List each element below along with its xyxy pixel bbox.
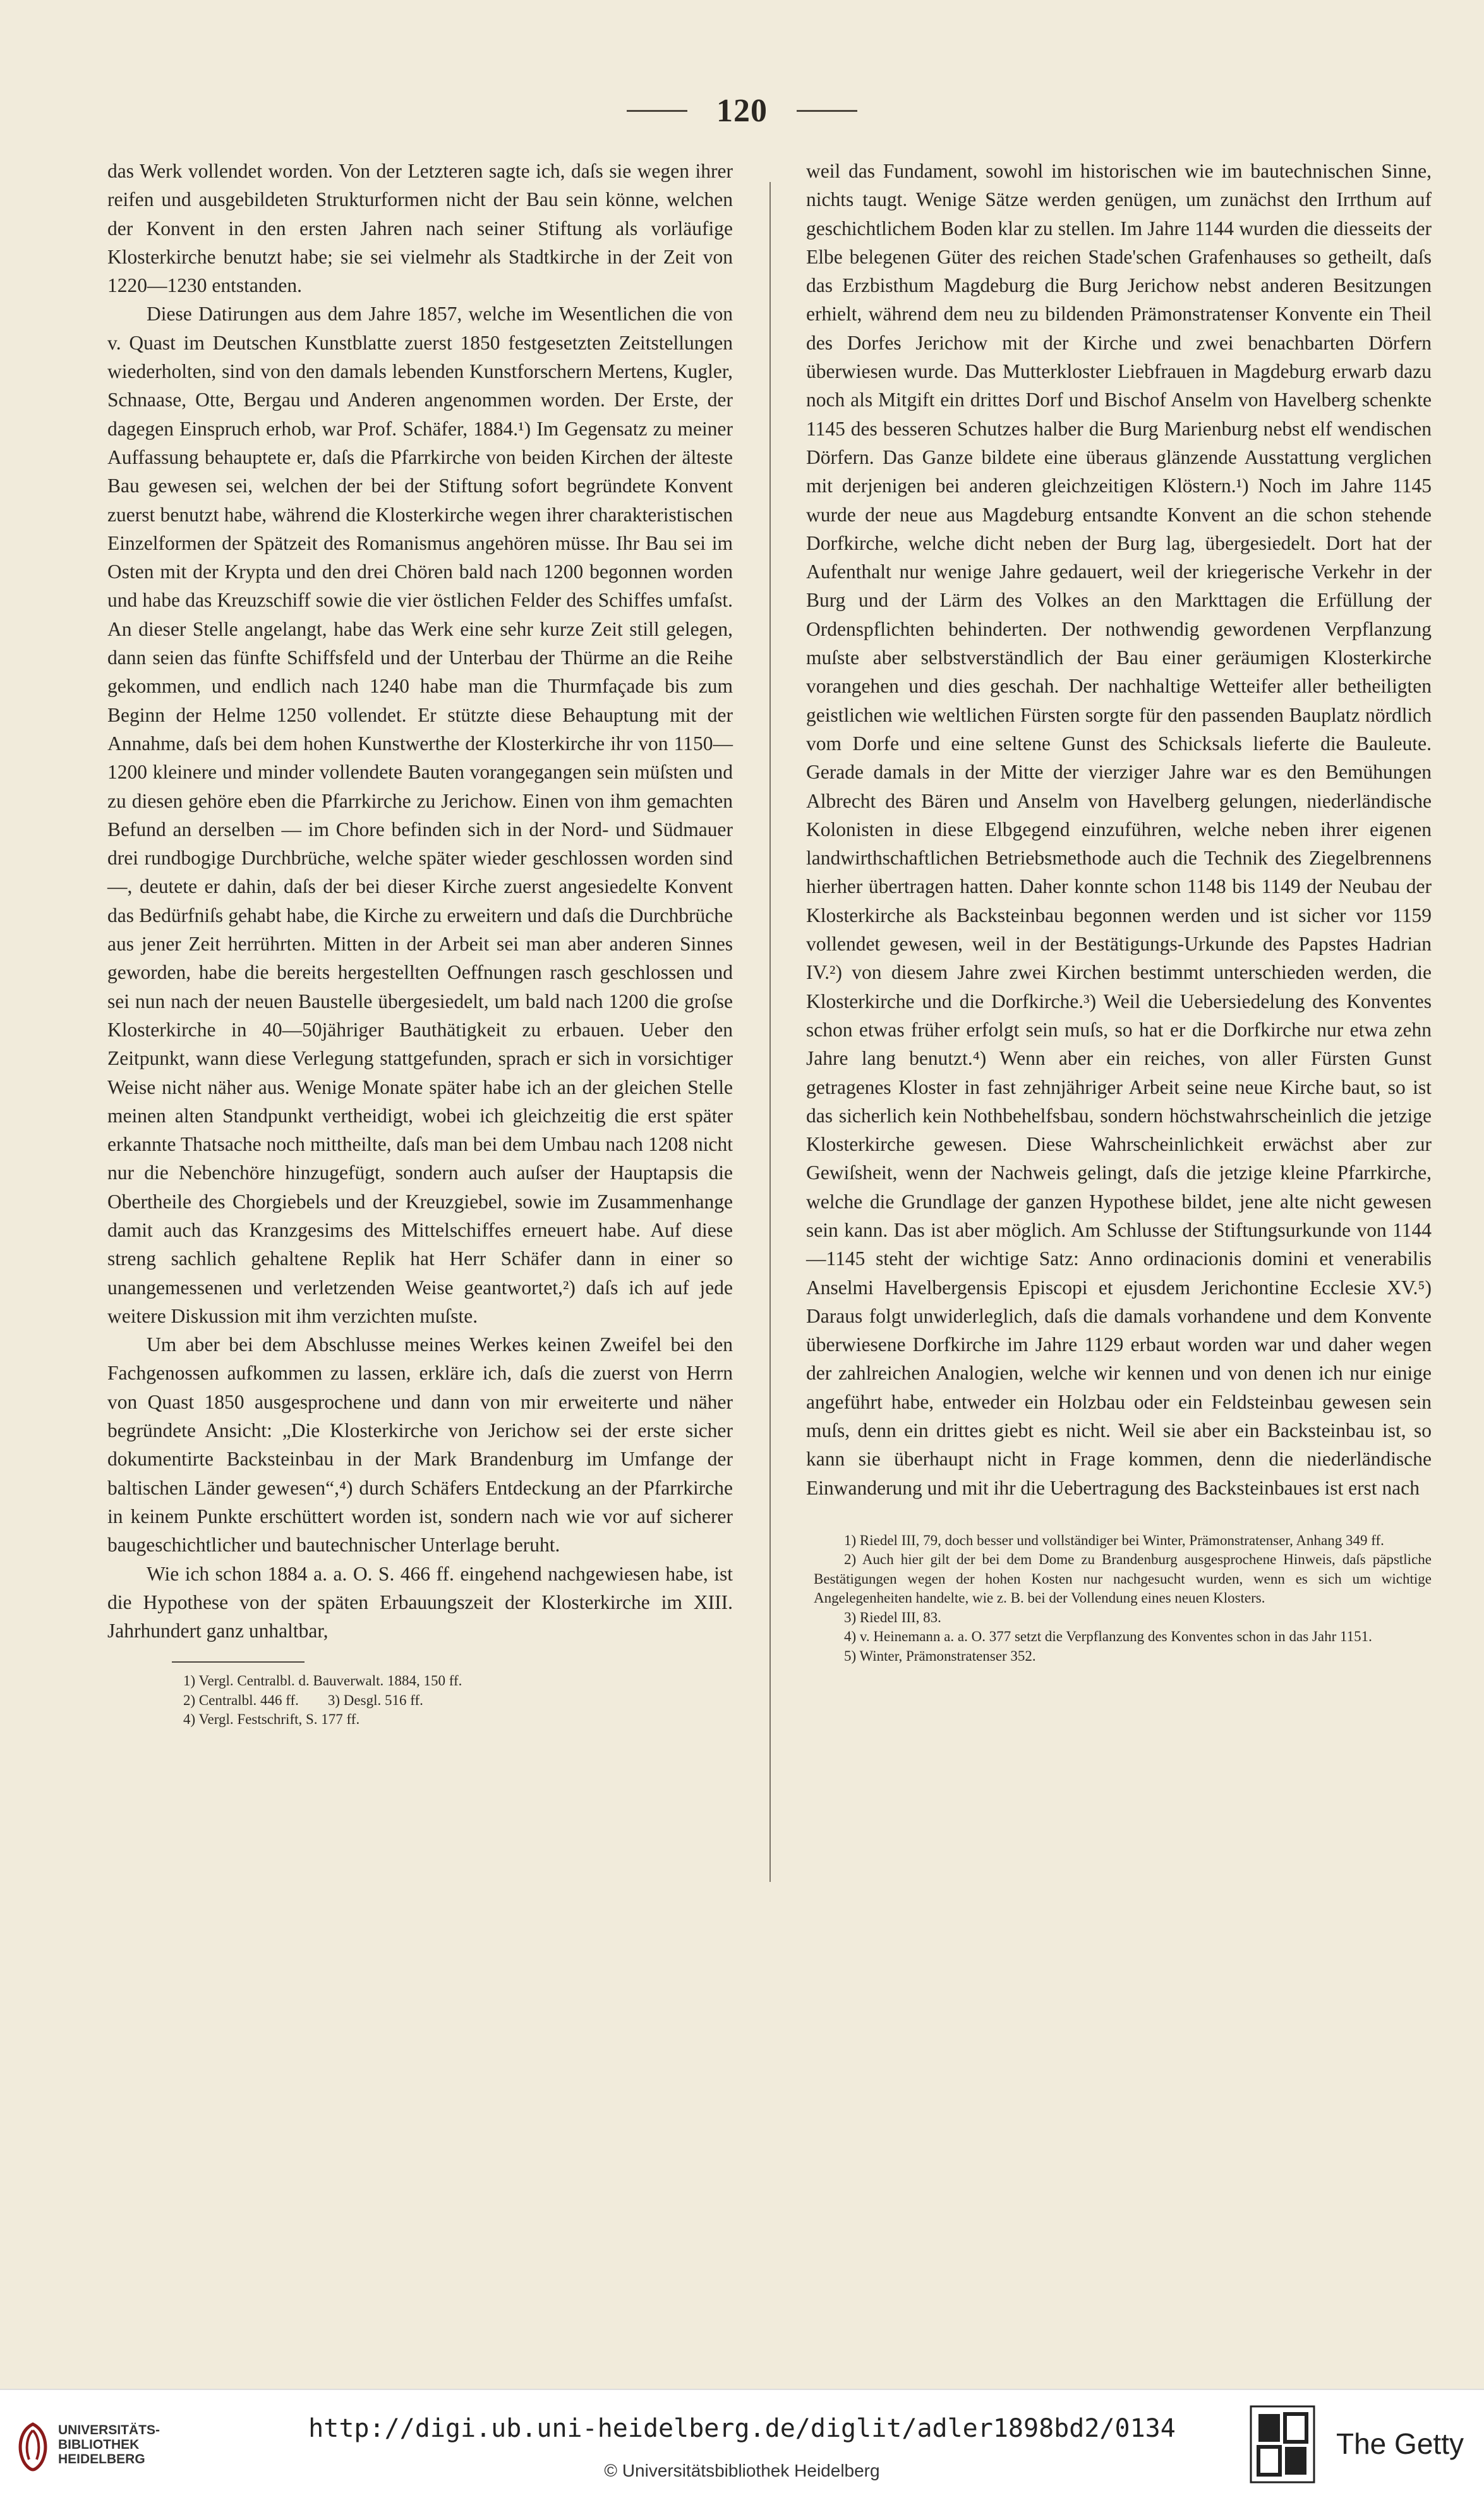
page-number: 120: [716, 92, 768, 129]
getty-logo-icon: [1250, 2405, 1315, 2484]
left-footnote-1: 1) Vergl. Centralbl. d. Bauverwalt. 1884, 150 ff.: [183, 1673, 462, 1689]
header-rule-left: [627, 110, 687, 112]
left-paragraph-1: das Werk vollendet worden. Von der Letzteren sagte ich, daſs sie wegen ihrer reifen und ausgebildeten Strukturformen nicht der Bau sein könne, welchen der Konvent in den ersten Jahren nach seiner Stiftung als vorläufige Klosterkirche benutzt habe; sie sei vielmehr als Stadtkirche in der Zeit von 1220—1230 entstanden.: [107, 160, 733, 297]
left-footnote-3: 4) Vergl. Festschrift, S. 177 ff.: [183, 1711, 360, 1728]
library-name-line-3: HEIDELBERG: [58, 2452, 145, 2466]
right-footnote-1: 1) Riedel III, 79, doch besser und vollständiger bei Winter, Prämonstratenser, Anhang 349 ff.: [844, 1532, 1384, 1548]
footnote-rule-left: [172, 1661, 305, 1663]
column-divider: [769, 182, 771, 1882]
viewer-footer: [0, 2389, 1484, 2493]
left-footnotes: [107, 1671, 733, 1730]
right-footnote-3: 3) Riedel III, 83.: [844, 1609, 941, 1625]
right-footnote-5: 5) Winter, Prämonstratenser 352.: [844, 1647, 1036, 1664]
right-footnotes: [806, 1531, 1432, 1666]
header-rule-right: [797, 110, 857, 112]
getty-label: The Getty: [1336, 2427, 1464, 2460]
library-name-line-1: UNIVERSITÄTS-: [58, 2423, 160, 2437]
page-header: [0, 92, 1484, 130]
right-paragraph-1: weil das Fundament, sowohl im historischen wie im bautechnischen Sinne, nichts taugt. Wenige Sätze werden genügen, um zunächst den Irrthum auf geschichtlichem Boden klar zu stellen. Im Jahre 1144 wurden die diesseits der Elbe belegenen Güter des reichen Stade'schen Grafenhauses so getheilt, daſs das Erzbisthum Magdeburg die Burg Jerichow nebst anderen Besitzungen erhielt, während dem neu zu bildenden Prämonstratenser Konvente ein Theil des Dorfes Jerichow mit der Kirche und zwei benachbarten Dörfern überwiesen wurde. Das Mutterkloster Liebfrauen in Magdeburg erwarb dazu noch als Mitgift ein drittes Dorf und Bischof Anselm von Havelberg schenkte 1145 des besseren Schutzes halber die Burg Marienburg nebst elf wendischen Dörfern. Das Ganze bildete eine überaus glänzende Ausstattung verglichen mit derjenigen bei anderen gleichzeitigen Klöstern.¹) Noch im Jahre 1145 wurde der neue aus Magdeburg entsandte Konvent an die schon stehende Dorfkirche, welche dicht neben der Burg lag, übergesiedelt. Dort hat der Aufenthalt nur wenige Jahre gedauert, weil der kriegerische Verkehr in der Burg und der Lärm des Volkes an den Markttagen die Erfüllung der Ordenspflichten behinderten. Der nothwendig gewordenen Verpflanzung muſste aber selbstverständlich der Bau einer geräumigen Klosterkirche vorangehen und dies geschah. Der nachhaltige Wetteifer aller betheiligten geistlichen wie weltlichen Fürsten sorgte für den passenden Bauplatz nördlich vom Dorfe und eine seltene Gunst des Schicksals lieferte die Bauleute. Gerade damals in der Mitte der vierziger Jahre war es den Bemühungen Albrecht des Bären und Anselm von Havelberg gelungen, niederländische Kolonisten in diese Elbgegend einzuführen, welche neben ihrer eigenen landwirthschaftlichen Betriebsmethode auch die Technik des Ziegelbrennens hierher übertragen hatten. Daher konnte schon 1148 bis 1149 der Neubau der Klosterkirche als Backsteinbau begonnen werden und ist sicher vor 1159 vollendet gewesen, weil in der Bestätigungs-Urkunde des Papstes Hadrian IV.²) von diesem Jahre zwei Kirchen bestimmt unterschieden werden, die Klosterkirche und die Dorfkirche.³) Weil die Uebersiedelung des Konventes schon etwas früher erfolgt sein muſs, so hat er die Dorfkirche nur etwa zehn Jahre lang benutzt.⁴) Wenn aber ein reiches, von aller Fürsten Gunst getragenes Kloster in fast zehnjähriger Arbeit seine neue Kirche baut, so ist das sicherlich kein Nothbehelfsbau, sondern höchstwahrscheinlich die jetzige Klosterkirche gewesen. Diese Wahrscheinlichkeit erwächst aber zur Gewiſsheit, wenn der Nachweis gelingt, daſs die jetzige kleine Pfarrkirche, welche die Grundlage der ganzen Hypothese bildet, jene alte nicht gewesen sein kann. Das ist aber möglich. Am Schlusse der Stiftungsurkunde von 1144—1145 steht der wichtige Satz: Anno ordinacionis domini et venerabilis Anselmi Havelbergensis Episcopi et ejusdem Jerichontine Ecclesie XV.⁵) Daraus folgt unwiderleglich, daſs die damals vorhandene und dem Konvente überwiesene Dorfkirche im Jahre 1129 erbaut worden war und daher wegen der zahlreichen Analogien, welche wir kennen und von denen ich nur einige angeführt habe, entweder ein Holzbau oder ein Feldsteinbau gewesen sein muſs, denn ein drittes giebt es nicht. Weil sie aber ein Backsteinbau ist, so kann sie überhaupt nicht in Frage kommen, denn die niederländische Einwanderung und mit ihr die Uebertragung des Backsteinbaues ist erst nach: [806, 160, 1432, 1499]
permalink-url[interactable]: http://digi.ub.uni-heidelberg.de/diglit/adler1898bd2/0134: [308, 2414, 1176, 2443]
left-footnote-2: 2) Centralbl. 446 ff. 3) Desgl. 516 ff.: [183, 1692, 423, 1708]
left-paragraph-3: Um aber bei dem Abschlusse meines Werkes keinen Zweifel bei den Fachgenossen aufkommen zu lassen, erkläre ich, daſs die zuerst von Herrn von Quast 1850 ausgesprochene und dann von mir erweiterte und näher begründete Ansicht: „Die Klosterkirche von Jerichow sei der erste sicher dokumentirte Backsteinbau in der Mark Brandenburg im Umfange der baltischen Länder gewesen“,⁴) durch Schäfers Entdeckung an der Pfarrkirche in keinem Punkte erschüttert worden ist, sondern nach wie vor auf sicherer baugeschichtlicher und bautechnischer Unterlage beruht.: [107, 1333, 733, 1556]
library-name-line-2: BIBLIOTHEK: [58, 2437, 140, 2452]
copyright-notice: © Universitätsbibliothek Heidelberg: [604, 2461, 880, 2480]
left-column: [107, 157, 733, 1730]
right-footnote-2: 2) Auch hier gilt der bei dem Dome zu Brandenburg ausgesprochene Hinweis, daſs päpstliche Bestätigungen wegen der hohen Kosten nur nachgesucht wurden, wenn es sich um wichtige Angelegenheiten handelte, wie z. B. bei der Vollendung eines neuen Klosters.: [814, 1551, 1432, 1606]
left-paragraph-2: Diese Datirungen aus dem Jahre 1857, welche im Wesentlichen die von v. Quast im Deutschen Kunstblatte zuerst 1850 festgesetzten Zeitstellungen wiederholten, sind von den damals lebenden Kunstforschern Mertens, Kugler, Schnaase, Otte, Bergau und Anderen angenommen worden. Der Erste, der dagegen Einspruch erhob, war Prof. Schäfer, 1884.¹) Im Gegensatz zu meiner Auffassung behauptete er, daſs die Pfarrkirche von beiden Kirchen der älteste Bau gewesen sei, welchen der bei der Stiftung sofort begründete Konvent zuerst benutzt habe, während die Klosterkirche wegen ihrer charakteristischen Einzelformen der Spätzeit des Romanismus angehören müsse. Ihr Bau sei im Osten mit der Krypta und den drei Chören bald nach 1200 begonnen worden und habe das Kreuzschiff sowie die vier östlichen Felder des Schiffes umfaſst. An dieser Stelle angelangt, habe das Werk eine sehr kurze Zeit still gelegen, dann seien das fünfte Schiffsfeld und der Unterbau der Thürme an die Reihe gekommen, und endlich nach 1240 habe man die Thurmfaçade bis zum Beginn der Helme 1250 vollendet. Er stützte diese Behauptung mit der Annahme, daſs bei dem hohen Kunstwerthe der Klosterkirche ihr von 1150—1200 kleinere und minder vollendete Bauten vorangegangen sein müſsten und zu diesen gehöre eben die Pfarrkirche zu Jerichow. Einen von ihm gemachten Befund an derselben — im Chore befinden sich in der Nord- und Südmauer drei rundbogige Durchbrüche, welche später wieder geschlossen worden sind —, deutete er dahin, daſs der bei dieser Kirche zuerst angesiedelte Konvent das Bedürfniſs gehabt habe, die Kirche zu erweitern und daſs die Durchbrüche aus jener Zeit herrührten. Mitten in der Arbeit sei man aber anderen Sinnes geworden, habe die bereits hergestellten Oeffnungen rasch geschlossen und sei nun nach der neuen Baustelle übergesiedelt, um bald nach 1200 die groſse Klosterkirche in 40—50jähriger Bauthätigkeit zu erbauen. Ueber den Zeitpunkt, wann diese Verlegung stattgefunden, sprach er sich in vorsichtiger Weise nicht näher aus. Wenige Monate später habe ich an der gleichen Stelle meinen alten Standpunkt vertheidigt, wobei ich gleichzeitig die erst später erkannte Thatsache noch mittheilte, daſs man bei dem Umbau nach 1208 nicht nur die Nebenchöre hinzugefügt, sondern auch auſser der Hauptapsis die Obertheile des Chorgiebels und der Kreuzgiebel, sowie im Zusammenhange damit auch das Kranzgesims des Mittelschiffes erneuert habe. Auf diese streng sachlich gehaltene Replik hat Herr Schäfer dann in einer so unangemessenen und verletzenden Weise geantwortet,²) daſs ich auf jede weitere Diskussion mit ihm verzichten muſste.: [107, 303, 733, 1327]
right-footnote-4: 4) v. Heinemann a. a. O. 377 setzt die Verpflanzung des Konventes schon in das Jahr 1151.: [844, 1629, 1372, 1645]
right-column: [806, 157, 1432, 1666]
left-paragraph-4: Wie ich schon 1884 a. a. O. S. 466 ff. eingehend nachgewiesen habe, ist die Hypothese von der späten Erbauungszeit der Klosterkirche im XIII. Jahrhundert ganz unhaltbar,: [107, 1562, 733, 1642]
